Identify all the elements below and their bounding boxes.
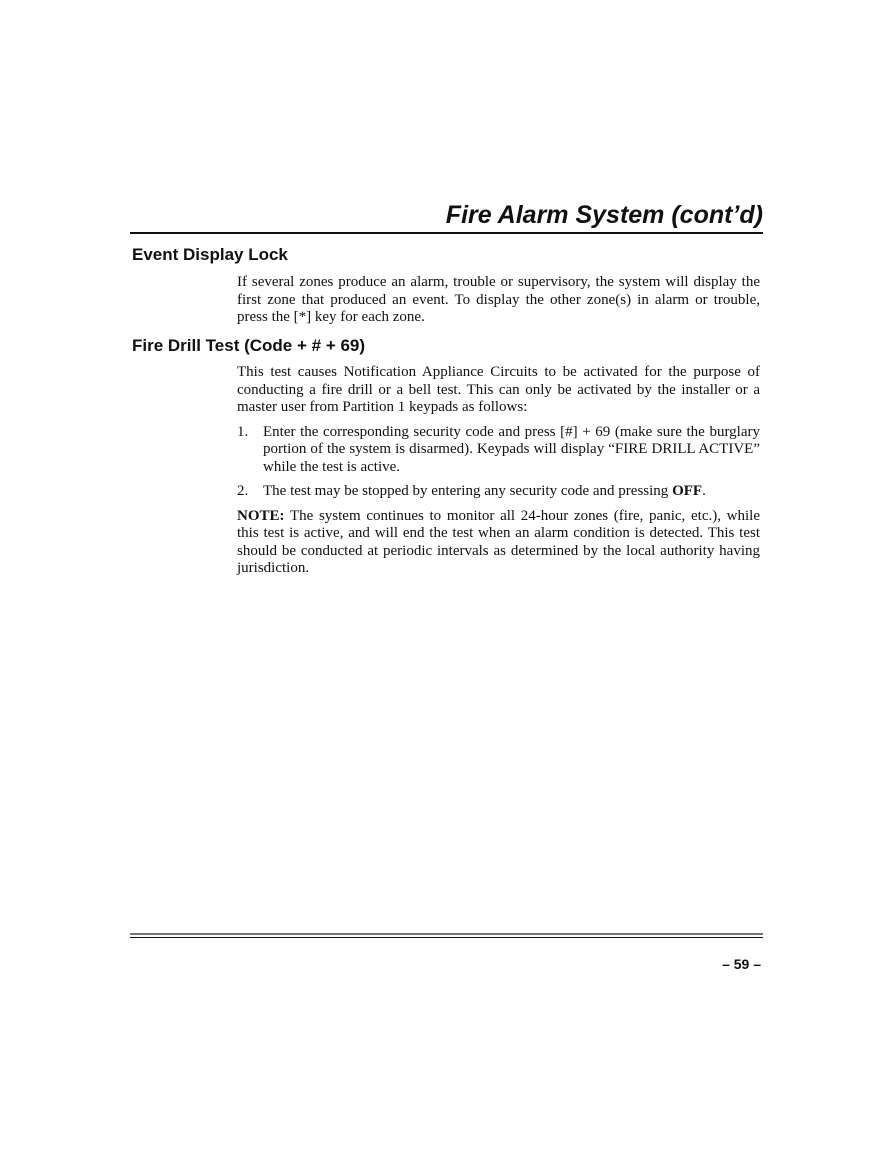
step-text: Enter the corresponding security code and press [#] + 69 (make sure the burglary portion of the system is disarmed). Keypads will display “FIRE DRILL ACTIVE” while the test is active. bbox=[263, 423, 760, 475]
page-number: – 59 – bbox=[722, 956, 761, 972]
fire-drill-intro-paragraph: This test causes Notification Appliance Circuits to be activated for the purpose of conducting a fire drill or a bell test. This can only be activated by the installer or a master user from Partition 1 keypads as follows: bbox=[237, 364, 760, 415]
list-item bbox=[237, 483, 760, 501]
title-rule bbox=[130, 232, 763, 234]
off-key-label: OFF bbox=[672, 483, 703, 499]
page-title: Fire Alarm System (cont’d) bbox=[445, 201, 763, 229]
step-number: 1. bbox=[237, 423, 249, 440]
note-label: NOTE: bbox=[237, 507, 285, 524]
section-heading-event-display-lock: Event Display Lock bbox=[132, 245, 288, 264]
footer-rule-thin bbox=[130, 937, 763, 938]
list-item bbox=[237, 424, 760, 477]
note-paragraph bbox=[237, 508, 760, 578]
event-display-lock-paragraph: If several zones produce an alarm, trouble or supervisory, the system will display the first zone that produced an event. To display the other zone(s) in alarm or trouble, press the [*] key for each zone. bbox=[237, 274, 760, 325]
section-heading-fire-drill-test: Fire Drill Test (Code + # + 69) bbox=[132, 336, 366, 355]
step-number: 2. bbox=[237, 483, 249, 499]
footer-rule bbox=[130, 933, 763, 935]
event-display-lock-body bbox=[237, 274, 760, 327]
step-text bbox=[263, 483, 760, 501]
step-text-end: . bbox=[702, 483, 706, 499]
step-text-part: The test may be stopped by entering any security code and pressing bbox=[263, 483, 673, 499]
fire-drill-test-body bbox=[237, 364, 760, 578]
note-text: The system continues to monitor all 24-hour zones (fire, panic, etc.), while this test is active, and will end the test when an alarm condition is detected. This test should be conducted at periodic intervals as determined by the local authority having jurisdiction. bbox=[237, 507, 760, 576]
